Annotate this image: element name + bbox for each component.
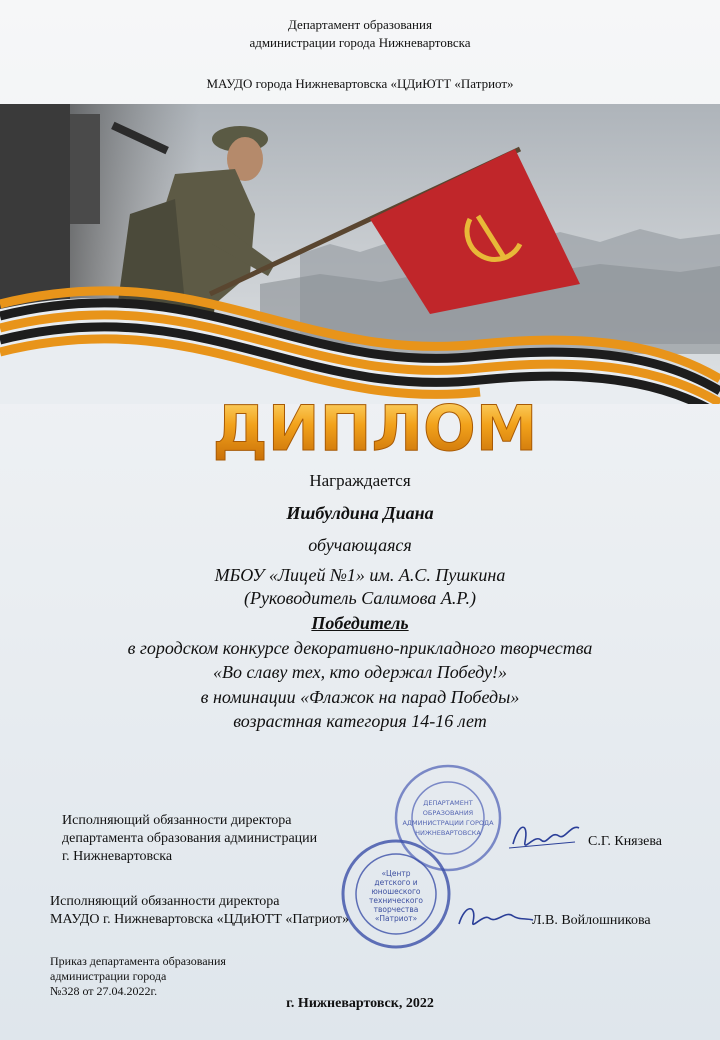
signatory-2-name: Л.В. Войлошникова [532, 913, 651, 928]
svg-text:НИЖНЕВАРТОВСКА: НИЖНЕВАРТОВСКА [415, 829, 481, 837]
signatory-1-line-1: Исполняющий обязанности директора [62, 813, 292, 828]
contest-name: «Во славу тех, кто одержал Победу!» [213, 662, 507, 682]
svg-text:«Патриот»: «Патриот» [374, 914, 418, 923]
student-label: обучающаяся [308, 535, 412, 555]
signatory-1-name: С.Г. Князева [588, 834, 663, 849]
svg-text:творчества: творчества [373, 905, 419, 914]
svg-text:«Центр: «Центр [381, 869, 411, 878]
signatory-2-line-2: МАУДО г. Нижневартовска «ЦДиЮТТ «Патриот» [50, 912, 350, 927]
svg-text:технического: технического [368, 896, 424, 905]
age-category: возрастная категория 14-16 лет [233, 711, 487, 731]
signatory-1-title [62, 812, 317, 866]
signatory-1-line-3: г. Нижневартовска [62, 849, 173, 864]
diploma-title [210, 390, 540, 470]
city-year: г. Нижневартовск, 2022 [286, 996, 434, 1011]
order-line-3: №328 от 27.04.2022г. [50, 984, 158, 998]
signatory-2-line-1: Исполняющий обязанности директора [50, 894, 280, 909]
header-line-1: Департамент образования [288, 17, 432, 32]
awarded-label: Награждается [309, 471, 411, 490]
svg-text:детского и: детского и [374, 878, 418, 887]
order-line-2: администрации города [50, 969, 167, 983]
header-organization: МАУДО города Нижневартовска «ЦДиЮТТ «Патриот» [206, 76, 514, 91]
nomination: в номинации «Флажок на парад Победы» [200, 687, 520, 707]
order-line-1: Приказ департамента образования [50, 954, 226, 968]
recipient-name: Ишбулдина Диана [286, 503, 434, 523]
svg-text:АДМИНИСТРАЦИИ ГОРОДА: АДМИНИСТРАЦИИ ГОРОДА [402, 819, 494, 827]
header-line-2: администрации города Нижневартовска [249, 35, 471, 50]
victory-banner-illustration [0, 104, 720, 404]
signatory-2-title [50, 893, 349, 929]
signature-1 [505, 812, 585, 862]
svg-text:юношеского: юношеского [371, 887, 421, 896]
signature-2 [455, 896, 535, 936]
supervisor-name: (Руководитель Салимова А.Р.) [243, 588, 477, 608]
signatory-1-line-2: департамента образования администрации [62, 831, 318, 846]
order-reference [50, 954, 226, 999]
svg-text:ДИПЛОМ: ДИПЛОМ [212, 392, 538, 465]
contest-description: в городском конкурсе декоративно-прикладного творчества [127, 638, 593, 658]
svg-text:ДЕПАРТАМЕНТ: ДЕПАРТАМЕНТ [423, 799, 473, 807]
school-name: МБОУ «Лицей №1» им. А.С. Пушкина [214, 565, 506, 585]
header-department [0, 16, 720, 52]
organization-stamp [340, 838, 452, 950]
result-label: Победитель [311, 613, 409, 633]
svg-text:ОБРАЗОВАНИЯ: ОБРАЗОВАНИЯ [422, 809, 474, 817]
